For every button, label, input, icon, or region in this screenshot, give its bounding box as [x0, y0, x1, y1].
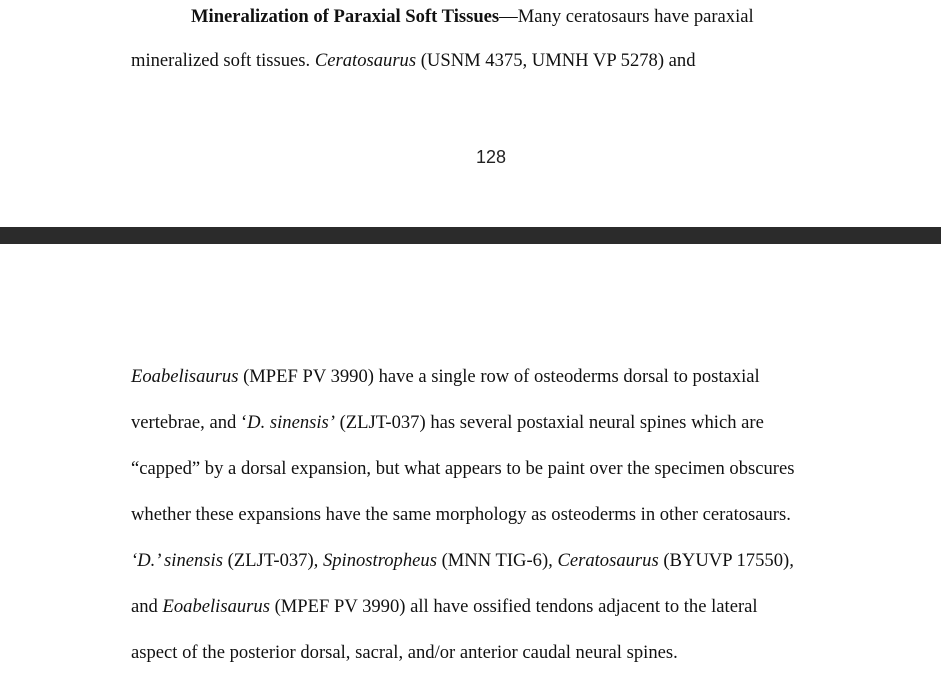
text-run: (MNN TIG-6) — [436, 550, 549, 571]
text-run: “capped” by a dorsal expansion, but what appears to be paint over the specimen obscures — [131, 458, 795, 479]
text-line — [131, 50, 696, 72]
text-line — [131, 458, 794, 480]
text-run: and — [131, 596, 163, 617]
text-line — [131, 596, 758, 618]
italic-text: D. sinensis’ — [247, 412, 335, 433]
italic-text: , Ceratosaurus — [548, 550, 659, 571]
page-number: 128 — [475, 147, 507, 167]
text-run: (MPEF PV 3990) have a single row of osteoderms dorsal to postaxial — [238, 366, 760, 387]
text-line — [131, 642, 678, 664]
text-line — [131, 504, 791, 526]
text-run: (ZLJT-037) has several postaxial neural spines which are — [334, 412, 764, 433]
italic-text: Eoabelisaurus — [131, 366, 239, 387]
text-run: (MPEF PV 3990) all have ossified tendons adjacent to the lateral — [269, 596, 758, 617]
page-top — [0, 0, 941, 227]
text-line — [131, 550, 794, 572]
italic-text: Eoabelisaurus — [162, 596, 270, 617]
heading-line-rest: —Many ceratosaurs have paraxial — [499, 6, 754, 27]
text-line — [131, 412, 764, 434]
heading-line — [191, 6, 754, 28]
italic-text: ‘D.’ sinensis — [131, 550, 223, 571]
page-separator — [0, 227, 941, 244]
text-run: aspect of the posterior dorsal, sacral, and/or anterior caudal neural spines. — [131, 642, 678, 663]
text-run: mineralized soft tissues. — [131, 50, 315, 71]
text-line — [131, 366, 760, 388]
italic-text: Ceratosaurus — [314, 50, 417, 71]
text-run: (BYUVP 17550) — [658, 550, 790, 571]
text-run: (USNM 4375, UMNH VP 5278) and — [416, 50, 696, 71]
italic-text: , — [789, 550, 794, 571]
section-heading: Mineralization of Paraxial Soft Tissues — [191, 6, 500, 27]
text-run: vertebrae, and ‘ — [131, 412, 248, 433]
text-run: whether these expansions have the same morphology as osteoderms in other ceratosaurs. — [131, 504, 791, 525]
page-bottom — [0, 244, 941, 687]
italic-text: , Spinostropheus — [313, 550, 437, 571]
text-run: (ZLJT-037) — [222, 550, 314, 571]
